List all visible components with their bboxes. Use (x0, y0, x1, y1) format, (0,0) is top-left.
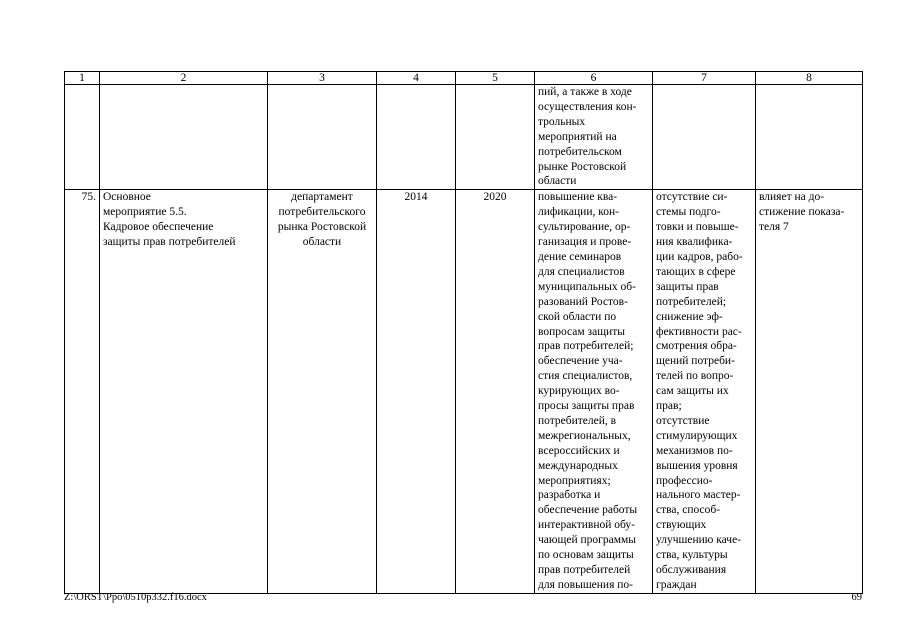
text-line: потребительском (538, 145, 622, 158)
text-line: товки и повыше- (656, 221, 739, 234)
text-line: обслуживания (656, 564, 727, 576)
column-number: 4 (377, 72, 456, 85)
column-number-row (65, 72, 863, 85)
footer-file-path: Z:\ORST\Ppo\0510p332.f16.docx (64, 592, 207, 603)
text-line: вышения уровня (656, 459, 738, 472)
column-number: 8 (756, 72, 863, 85)
text-line: трольных (538, 115, 586, 128)
text-line: теля 7 (759, 221, 789, 234)
text-line: Основное (103, 191, 151, 204)
text-line: защиты прав потребителей (103, 236, 236, 249)
column-number: 2 (100, 72, 268, 85)
text-line: области (538, 175, 577, 188)
text-line: обеспечение работы (538, 504, 638, 517)
text-line: мероприятие 5.5. (103, 206, 187, 219)
text-line: ства, способ- (656, 504, 721, 517)
text-line: просы защиты прав (538, 400, 635, 413)
text-line: ции кадров, рабо- (656, 250, 743, 263)
text-line: ния квалифика- (656, 236, 733, 249)
text-line: области (302, 236, 342, 249)
text-line: стемы подго- (656, 206, 721, 219)
text-line: рынка Ростовской (277, 221, 367, 234)
text-line: курирующих во- (538, 385, 620, 398)
text-line: разований Ростов- (538, 295, 628, 308)
text-line: отсутствие (656, 414, 710, 427)
text-line: чающей программы (538, 534, 636, 547)
text-line: департамент (291, 191, 353, 204)
cell-empty (268, 85, 377, 190)
text-line: осуществления кон- (538, 100, 637, 113)
executor-cell (268, 190, 377, 593)
text-line: интерактивной обу- (538, 519, 636, 532)
text-line: стимулирующих (656, 429, 738, 442)
cell-empty (456, 85, 535, 190)
column-number: 5 (456, 72, 535, 85)
text-line: смотрения обра- (656, 340, 737, 353)
text-line: потребителей, в (538, 414, 617, 427)
program-measures-table (64, 71, 863, 594)
text-line: потребительского (278, 206, 366, 219)
text-line: сультирование, ор- (538, 221, 631, 234)
text-line: для повышения по- (538, 578, 633, 591)
start-year-cell (377, 190, 456, 593)
text-line: улучшению каче- (656, 534, 742, 547)
end-year: 2020 (483, 191, 507, 204)
text-line: Кадровое обеспечение (103, 221, 214, 234)
text-line: по основам защиты (538, 549, 634, 562)
text-line: муниципальных об- (538, 280, 636, 293)
cell-empty (100, 85, 268, 190)
text-line: влияет на до- (759, 191, 825, 204)
text-line: прав потребителей; (538, 340, 634, 353)
column-number: 7 (653, 72, 756, 85)
text-line: фективности рас- (656, 325, 742, 338)
row-number (65, 190, 100, 593)
text-line: снижение эф- (656, 310, 723, 323)
cell-result-continued (535, 85, 653, 190)
text-line: пий, а также в ходе (538, 86, 632, 98)
text-line: стижение показа- (759, 206, 845, 219)
text-line: мероприятиях; (538, 474, 611, 487)
text-line: сам защиты их (656, 385, 729, 398)
text-line: защиты прав (656, 280, 719, 293)
text-line: тающих в сфере (656, 265, 736, 278)
indicator-link-cell (756, 190, 863, 593)
cell-empty (377, 85, 456, 190)
text-line: дение семинаров (538, 250, 622, 263)
consequences-cell (653, 190, 756, 593)
start-year: 2014 (404, 191, 428, 204)
text-line: вопросам защиты (538, 325, 625, 338)
text-line: отсутствие си- (656, 191, 728, 204)
column-number: 1 (65, 72, 100, 85)
text-line: разработка и (538, 489, 601, 502)
column-number: 3 (268, 72, 377, 85)
table-row-75 (65, 190, 863, 593)
text-line: для специалистов (538, 265, 625, 278)
text-line: профессио- (656, 474, 713, 487)
text-line: ства, культуры (656, 549, 728, 562)
text-line: телей по вопро- (656, 370, 734, 383)
text-line: лификации, кон- (538, 206, 619, 219)
cell-empty (65, 85, 100, 190)
footer-page-number: 69 (851, 592, 862, 603)
text-line: мероприятий на (538, 130, 617, 143)
text-line: всероссийских и (538, 444, 620, 457)
text-line: ганизация и прове- (538, 236, 632, 249)
text-line: ствующих (656, 519, 707, 532)
text-line: повышение ква- (538, 191, 618, 204)
text-line: механизмов по- (656, 444, 733, 457)
expected-result-cell (535, 190, 653, 593)
continuation-row (65, 85, 863, 190)
text-line: прав потребителей (538, 564, 631, 576)
text-line: межрегиональных, (538, 429, 631, 442)
row-number-text: 75. (81, 191, 96, 204)
cell-empty (653, 85, 756, 190)
text-line: рынке Ростовской (538, 160, 627, 173)
text-line: нального мастер- (656, 489, 741, 502)
text-line: прав; (656, 400, 682, 413)
text-line: потребителей; (656, 295, 727, 308)
text-line: международных (538, 459, 618, 472)
text-line: граждан (656, 578, 697, 591)
text-line: обеспечение уча- (538, 355, 623, 368)
cell-empty (756, 85, 863, 190)
text-line: ской области по (538, 310, 617, 323)
text-line: стия специалистов, (538, 370, 633, 383)
text-line: щений потреби- (656, 355, 735, 368)
measure-name-cell (100, 190, 268, 593)
end-year-cell (456, 190, 535, 593)
column-number: 6 (535, 72, 653, 85)
